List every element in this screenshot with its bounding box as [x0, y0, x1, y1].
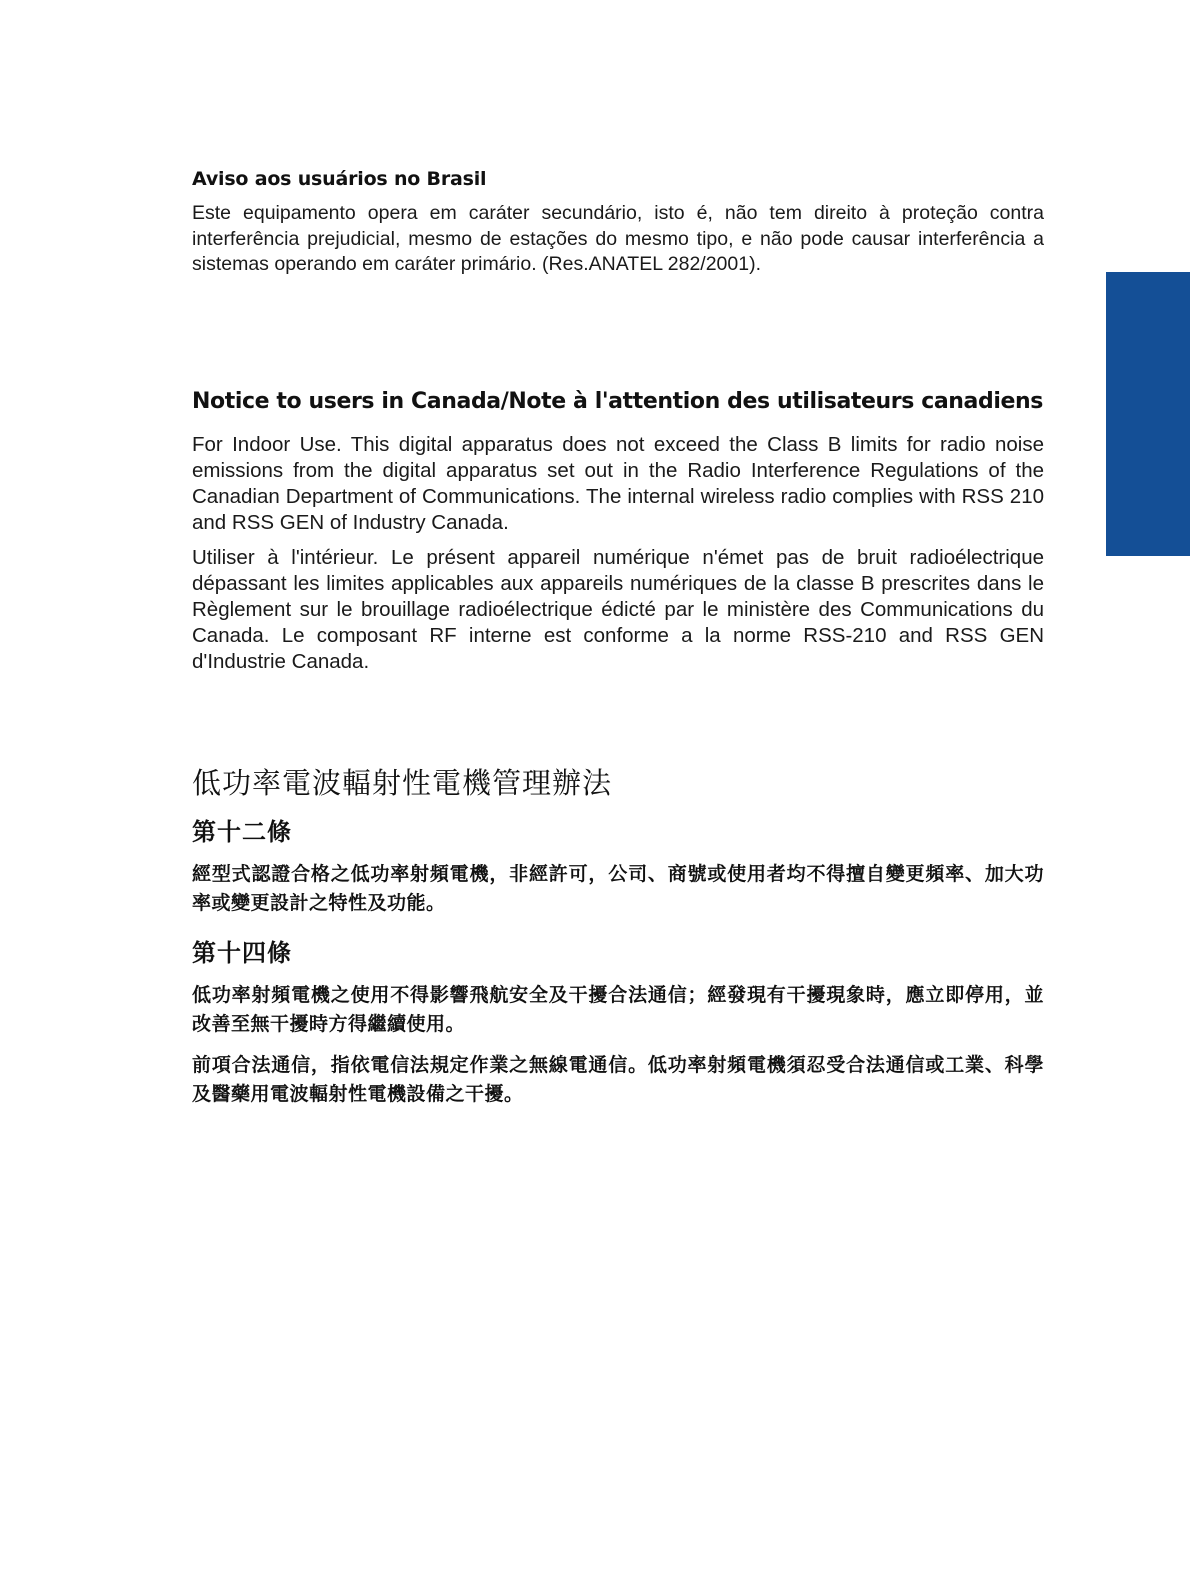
brasil-notice — [192, 167, 1044, 278]
article-14-body-1: 低功率射頻電機之使用不得影響飛航安全及干擾合法通信；經發現有干擾現象時，應立即停用，並改善至無干擾時方得繼續使用。 — [192, 984, 1044, 1035]
taiwan-title: 低功率電波輻射性電機管理辦法 — [192, 766, 613, 800]
article-12-body: 經型式認證合格之低功率射頻電機，非經許可，公司、商號或使用者均不得擅自變更頻率、加大功率或變更設計之特性及功能。 — [192, 863, 1044, 914]
article-14-body-2: 前項合法通信，指依電信法規定作業之無線電通信。低功率射頻電機須忍受合法通信或工業、科學及醫藥用電波輻射性電機設備之干擾。 — [192, 1054, 1044, 1105]
canada-notice — [192, 388, 1044, 675]
taiwan-ncc-notice — [192, 763, 1044, 1109]
canada-paragraph-fr: Utiliser à l'intérieur. Le présent appareil numérique n'émet pas de bruit radioélectrique dépassant les limites applicables aux appareils numériques de la classe B prescrites dans le Règlement sur le brouillage radioélectrique édicté par le ministère des Communications du Canada. Le composant RF interne est conforme a la norme RSS-210 and RSS GEN d'Industrie Canada. — [192, 546, 1044, 673]
article-12-heading: 第十二條 — [192, 818, 292, 846]
chapter-side-tab — [1106, 272, 1190, 556]
brasil-heading: Aviso aos usuários no Brasil — [192, 168, 487, 190]
brasil-body: Este equipamento opera em caráter secundário, isto é, não tem direito à proteção contra interferência prejudicial, mesmo de estações do mesmo tipo, e não pode causar interferência a sistemas operando em caráter primário. (Res.ANATEL 282/2001). — [192, 202, 1044, 275]
article-14-heading: 第十四條 — [192, 939, 292, 967]
canada-paragraph-en: For Indoor Use. This digital apparatus does not exceed the Class B limits for radio noise emissions from the digital apparatus set out in the Radio Interference Regulations of the Canadian Department of Communications. The internal wireless radio complies with RSS 210 and RSS GEN of Industry Canada. — [192, 433, 1044, 534]
canada-heading: Notice to users in Canada/Note à l'attention des utilisateurs canadiens — [192, 389, 1043, 414]
